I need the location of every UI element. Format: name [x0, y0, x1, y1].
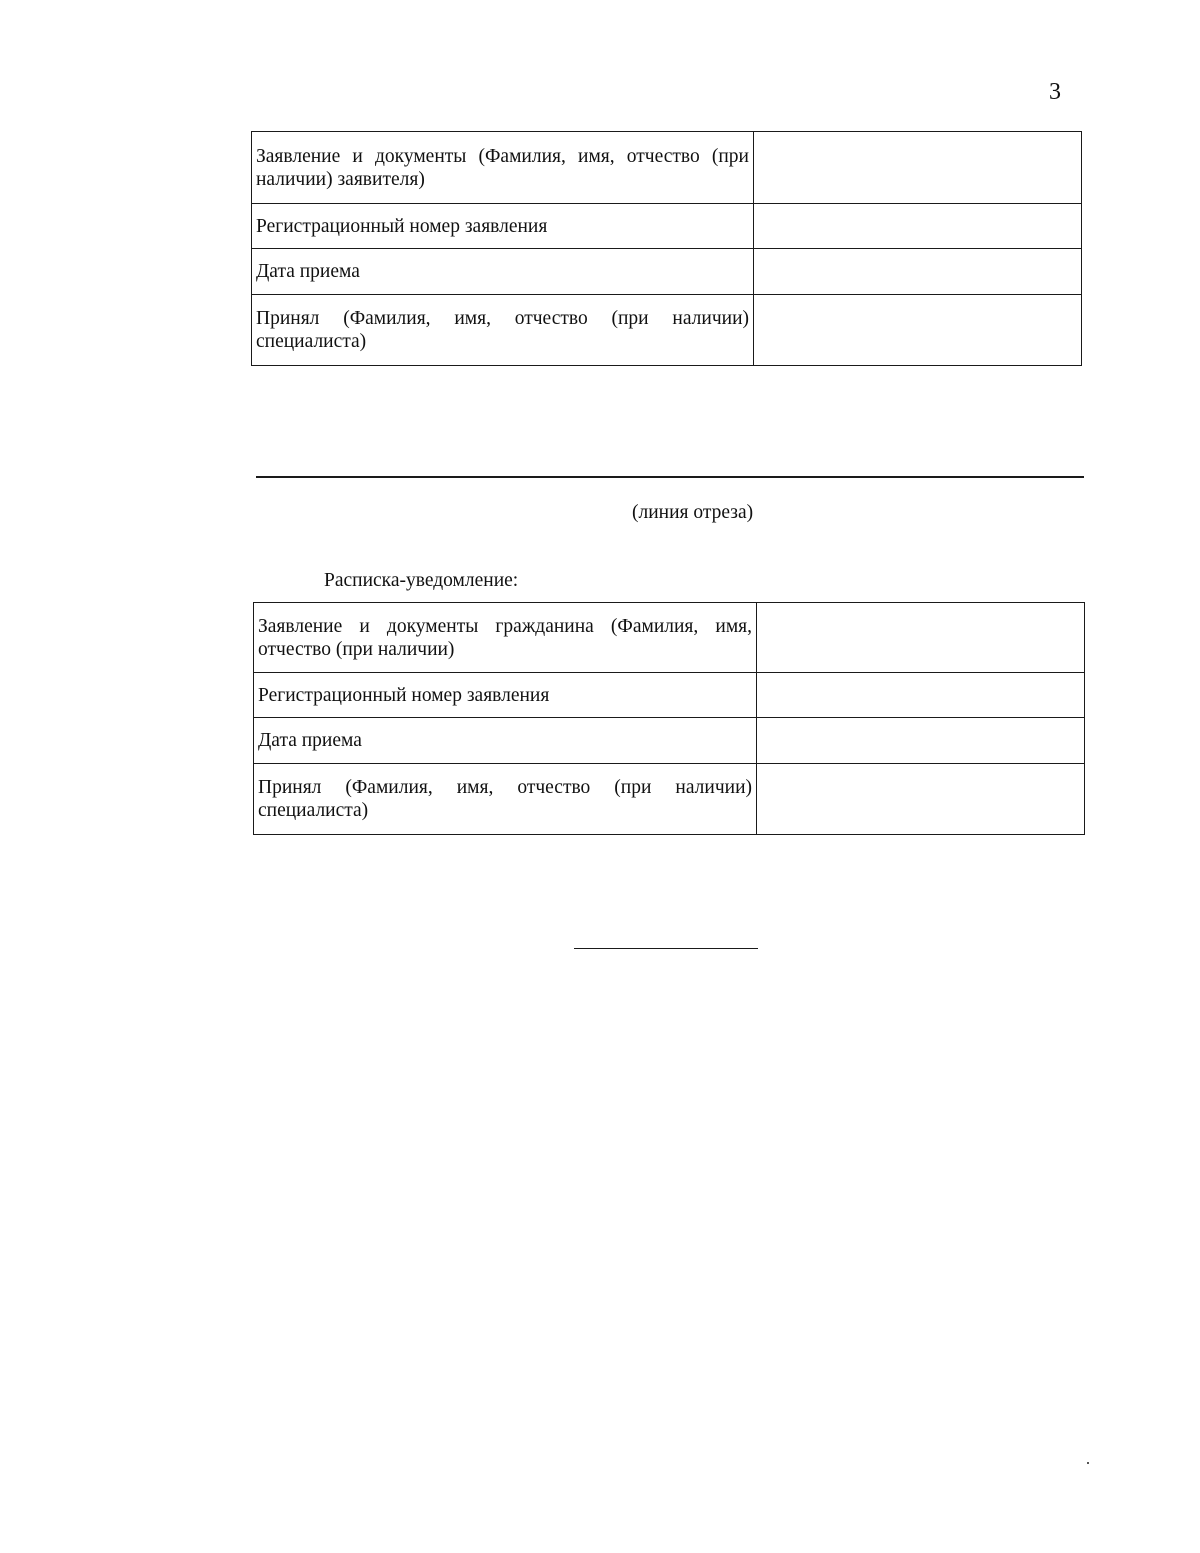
table-row — [252, 295, 1082, 366]
cut-line-caption: (линия отреза) — [632, 502, 754, 523]
cut-line — [256, 476, 1084, 478]
row-value-registration-number — [757, 673, 1085, 718]
row-label-citizen: Заявление и документы гражданина (Фамилия, имя, отчество (при наличии) — [254, 603, 757, 673]
closing-rule — [574, 948, 758, 949]
row-value-registration-number — [754, 204, 1082, 249]
page-number: 3 — [1049, 79, 1061, 105]
row-value-acceptance-date — [757, 718, 1085, 764]
row-label-acceptance-date: Дата приема — [252, 249, 754, 295]
row-label-specialist: Принял (Фамилия, имя, отчество (при наличии) специалиста) — [254, 764, 757, 835]
application-info-table — [251, 131, 1082, 366]
row-value-specialist — [757, 764, 1085, 835]
row-value-applicant — [754, 132, 1082, 204]
table-row — [252, 132, 1082, 204]
table-row — [254, 603, 1085, 673]
row-value-specialist — [754, 295, 1082, 366]
table-row — [254, 718, 1085, 764]
receipt-table — [253, 602, 1085, 835]
row-label-registration-number: Регистрационный номер заявления — [252, 204, 754, 249]
table-row — [252, 204, 1082, 249]
scan-speck — [1087, 1462, 1089, 1464]
receipt-heading: Расписка-уведомление: — [324, 570, 519, 591]
table-row — [252, 249, 1082, 295]
table-row — [254, 673, 1085, 718]
row-label-applicant: Заявление и документы (Фамилия, имя, отчество (при наличии) заявителя) — [252, 132, 754, 204]
row-label-acceptance-date: Дата приема — [254, 718, 757, 764]
row-value-citizen — [757, 603, 1085, 673]
table-row — [254, 764, 1085, 835]
row-label-specialist: Принял (Фамилия, имя, отчество (при наличии) специалиста) — [252, 295, 754, 366]
row-label-registration-number: Регистрационный номер заявления — [254, 673, 757, 718]
row-value-acceptance-date — [754, 249, 1082, 295]
